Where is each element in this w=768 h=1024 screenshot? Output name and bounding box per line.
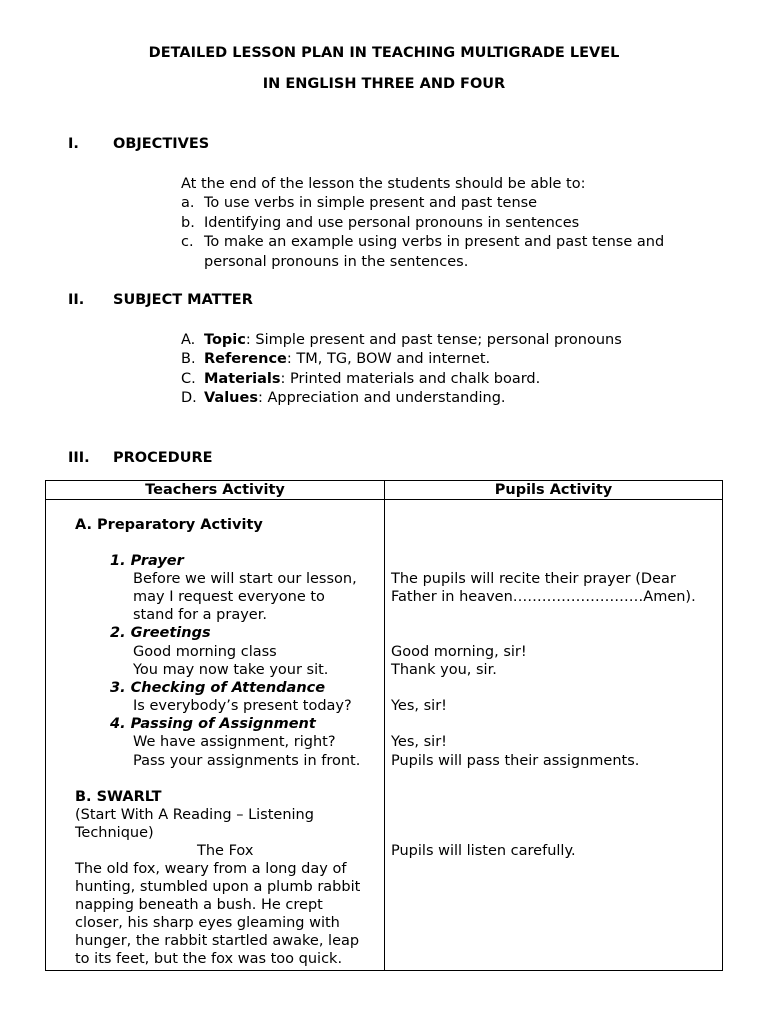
subject-marker-b: B.	[181, 351, 196, 367]
story-line-2: hunting, stumbled upon a plumb rabbit	[75, 879, 361, 895]
subject-value-reference: : TM, TG, BOW and internet.	[286, 351, 491, 367]
subject-value-values: : Appreciation and understanding.	[257, 390, 506, 406]
section-number-subject-matter: II.	[68, 292, 85, 308]
greetings-line-2: You may now take your sit.	[133, 662, 329, 678]
section-number-objectives: I.	[68, 136, 79, 152]
subject-label-values: Values	[204, 390, 258, 406]
objective-marker-b: b.	[181, 215, 195, 231]
swarlt-line-2: Technique)	[75, 825, 154, 841]
pupil-greet-2: Thank you, sir.	[391, 662, 497, 678]
document-title-line-1: DETAILED LESSON PLAN IN TEACHING MULTIGRADE LEVEL	[148, 45, 620, 61]
section-a-heading: A. Preparatory Activity	[75, 517, 263, 533]
subject-value-materials: : Printed materials and chalk board.	[280, 371, 541, 387]
story-line-3: napping beneath a bush. He crept	[75, 897, 323, 913]
subject-label-materials: Materials	[204, 371, 281, 387]
attendance-title: 3. Checking of Attendance	[110, 680, 326, 696]
subject-marker-c: C.	[181, 371, 196, 387]
procedure-table	[45, 480, 723, 971]
subject-value-topic: : Simple present and past tense; personal pronouns	[245, 332, 622, 348]
header-pupils-activity: Pupils Activity	[385, 481, 723, 500]
subject-label-reference: Reference	[204, 351, 287, 367]
subject-marker-d: D.	[181, 390, 197, 406]
greetings-line-1: Good morning class	[133, 644, 277, 660]
prayer-line-3: stand for a prayer.	[133, 607, 267, 623]
story-line-5: hunger, the rabbit startled awake, leap	[75, 933, 360, 949]
subject-item-topic	[204, 332, 622, 348]
section-number-procedure: III.	[68, 450, 90, 466]
pupil-prayer-line-1: The pupils will recite their prayer (Dear	[391, 571, 676, 587]
pupil-attendance: Yes, sir!	[391, 698, 447, 714]
swarlt-line-1: (Start With A Reading – Listening	[75, 807, 314, 823]
objective-marker-a: a.	[181, 195, 195, 211]
subject-marker-a: A.	[181, 332, 196, 348]
prayer-line-1: Before we will start our lesson,	[133, 571, 357, 587]
objective-text-c-continued: personal pronouns in the sentences.	[204, 254, 469, 270]
header-teachers-activity: Teachers Activity	[46, 481, 385, 500]
story-title: The Fox	[197, 843, 254, 859]
objective-text-a: To use verbs in simple present and past tense	[204, 195, 538, 211]
pupils-activity-cell	[385, 500, 723, 971]
greetings-title: 2. Greetings	[110, 625, 211, 641]
pupil-prayer-line-2: Father in heaven………………………Amen).	[391, 589, 696, 605]
section-heading-objectives: OBJECTIVES	[113, 136, 210, 152]
subject-item-materials	[204, 371, 540, 387]
objectives-intro: At the end of the lesson the students should be able to:	[181, 176, 586, 192]
section-heading-subject-matter: SUBJECT MATTER	[113, 292, 253, 308]
attendance-line: Is everybody’s present today?	[133, 698, 352, 714]
assignment-line-1: We have assignment, right?	[133, 734, 336, 750]
prayer-line-2: may I request everyone to	[133, 589, 325, 605]
story-line-4: closer, his sharp eyes gleaming with	[75, 915, 340, 931]
section-b-heading: B. SWARLT	[75, 789, 162, 805]
objective-text-b: Identifying and use personal pronouns in sentences	[204, 215, 580, 231]
story-line-1: The old fox, weary from a long day of	[75, 861, 347, 877]
assignment-title: 4. Passing of Assignment	[110, 716, 316, 732]
prayer-title: 1. Prayer	[110, 553, 184, 569]
subject-item-reference	[204, 351, 490, 367]
teachers-activity-cell	[46, 500, 385, 971]
pupil-greet-1: Good morning, sir!	[391, 644, 527, 660]
story-line-6: to its feet, but the fox was too quick.	[75, 951, 343, 967]
pupil-assign-1: Yes, sir!	[391, 734, 447, 750]
assignment-line-2: Pass your assignments in front.	[133, 753, 361, 769]
objective-marker-c: c.	[181, 234, 194, 250]
document-title-line-2: IN ENGLISH THREE AND FOUR	[262, 76, 506, 92]
pupil-listen: Pupils will listen carefully.	[391, 843, 576, 859]
subject-label-topic: Topic	[204, 332, 246, 348]
objective-text-c: To make an example using verbs in present and past tense and	[204, 234, 665, 250]
subject-item-values	[204, 390, 506, 406]
section-heading-procedure: PROCEDURE	[113, 450, 213, 466]
pupil-assign-2: Pupils will pass their assignments.	[391, 753, 640, 769]
